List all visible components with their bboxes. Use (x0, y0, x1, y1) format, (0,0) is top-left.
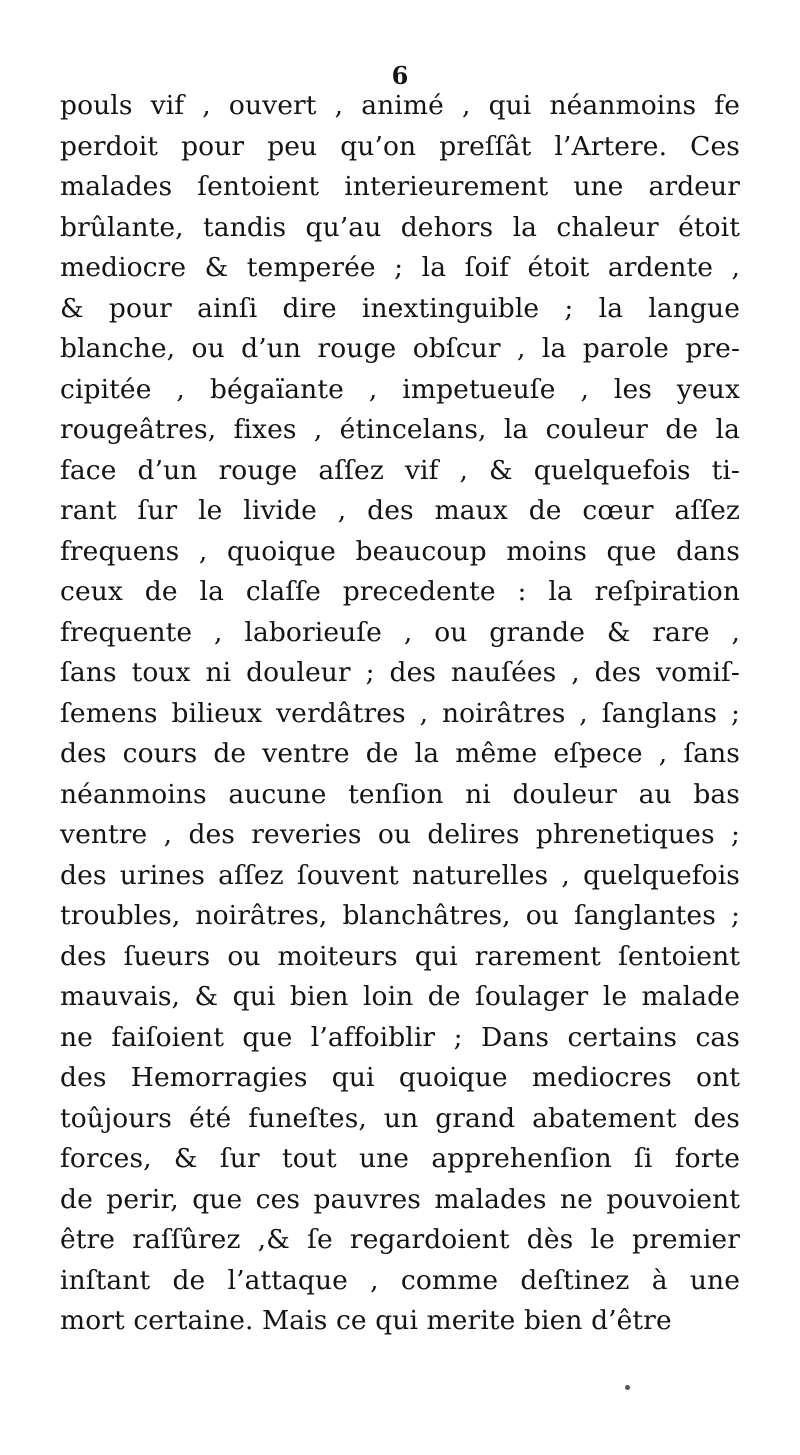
text-line: des ſueurs ou moiteurs qui rarement ſentoient (60, 940, 740, 972)
text-line: ceux de la claſſe precedente : la reſpiration (60, 576, 740, 607)
text-line: ne faiſoient que l’affoiblir ; Dans certains cas (60, 1021, 740, 1053)
text-line: frequente , laborieuſe , ou grande & rare , (60, 616, 740, 648)
text-line: & pour ainſi dire inextinguible ; la langue (60, 292, 740, 324)
text-line: ſemens bilieux verdâtres , noirâtres , ſanglans ; (60, 697, 740, 729)
text-line: face d’un rouge aſſez vif , & quelquefois ti- (60, 454, 740, 486)
text-line: forces, & ſur tout une apprehenſion ſi forte (60, 1143, 740, 1174)
text-line: de perir, que ces pauvres malades ne pouvoient (60, 1183, 740, 1215)
text-line: frequens , quoique beaucoup moins que dans (60, 535, 740, 567)
text-line: mediocre & temperée ; la ſoif étoit ardente , (60, 252, 740, 283)
text-line: blanche, ou d’un rouge obſcur , la parole pre- (60, 333, 740, 364)
text-line: ſans toux ni douleur ; des nauſées , des vomiſ- (60, 657, 740, 688)
text-line: cipitée , bégaïante , impetueuſe , les yeux (60, 373, 740, 405)
text-line: rant ſur le livide , des maux de cœur aſſez (60, 495, 740, 526)
page-number: 6 (391, 61, 409, 90)
page-text (60, 86, 740, 1342)
text-line: néanmoins aucune tenſion ni douleur au bas (60, 778, 740, 810)
text-line: des Hemorragies qui quoique mediocres ont (60, 1062, 740, 1093)
text-line: des cours de ventre de la même eſpece , ſans (60, 738, 740, 769)
text-line: mort certaine. Mais ce qui merite bien d’être (60, 1305, 672, 1336)
text-line: perdoit pour peu qu’on preſſât l’Artere. Ces (60, 130, 740, 162)
text-line: troubles, noirâtres, blanchâtres, ou ſanglantes ; (60, 900, 740, 931)
text-line: inſtant de l’attaque , comme deſtinez à une (60, 1264, 740, 1296)
text-line: rougeâtres, fixes , étincelans, la couleur de la (60, 414, 740, 445)
text-line: ventre , des reveries ou delires phrenetiques ; (60, 819, 740, 850)
ink-speck (625, 1385, 630, 1390)
text-line: malades ſentoient interieurement une ardeur (60, 171, 740, 202)
text-line: des urines aſſez ſouvent naturelles , quelquefois (60, 859, 740, 891)
text-line: être raſſûrez ,& ſe regardoient dès le premier (60, 1224, 740, 1255)
text-line: mauvais, & qui bien loin de ſoulager le malade (60, 981, 740, 1012)
text-line: toûjours été funeſtes, un grand abatement des (60, 1102, 740, 1134)
text-line: pouls vif , ouvert , animé , qui néanmoins fe (60, 90, 740, 121)
text-line: brûlante, tandis qu’au dehors la chaleur étoit (60, 211, 740, 243)
